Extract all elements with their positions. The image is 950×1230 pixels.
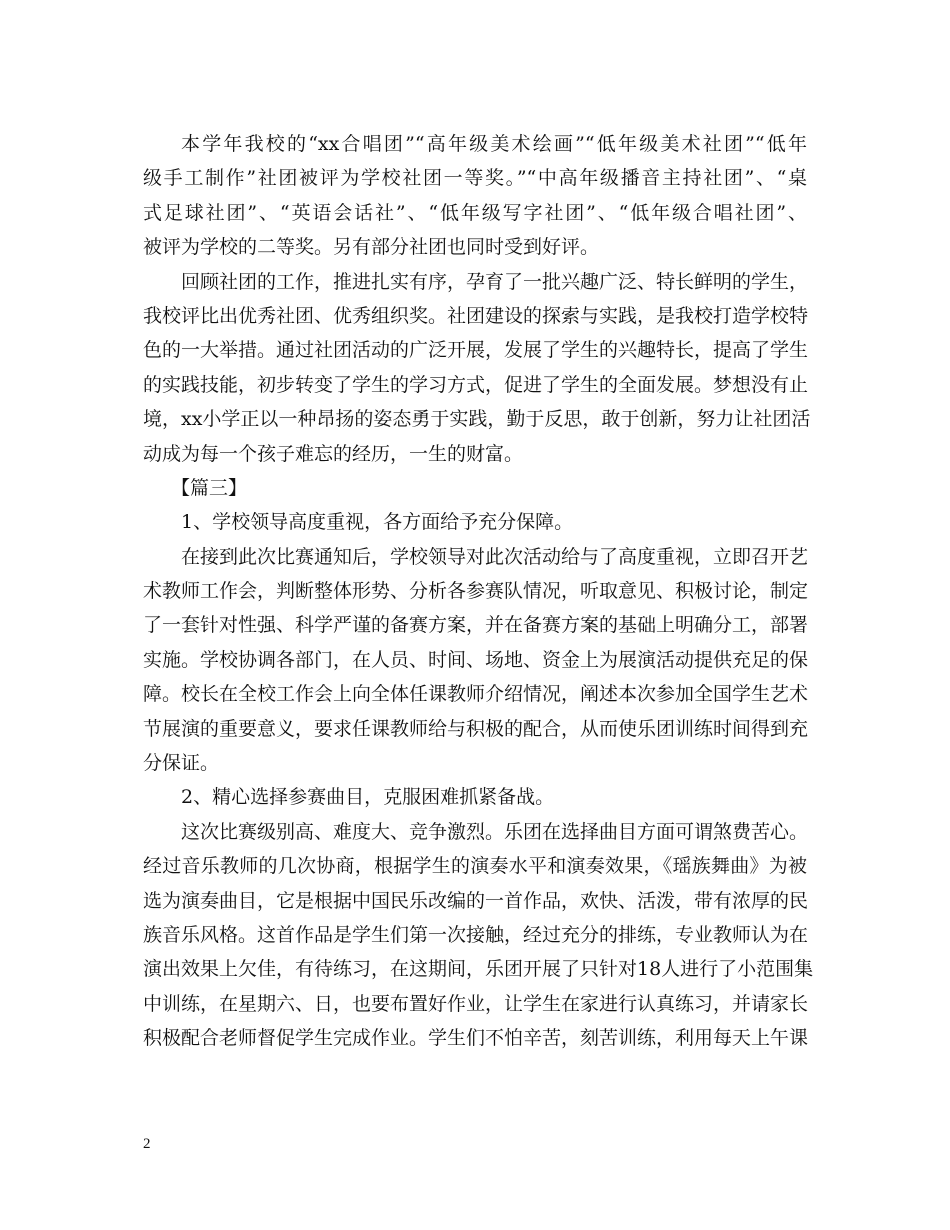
text-line: 术教师工作会，判断整体形势、分析各参赛队情况，听取意见、积极讨论，制定: [143, 580, 809, 603]
text-line: 障。校长在全校工作会上向全体任课教师介绍情况，阐述本次参加全国学生艺术: [143, 683, 809, 706]
text-line: 经过音乐教师的几次协商，根据学生的演奏水平和演奏效果，《瑶族舞曲》为被: [143, 855, 807, 878]
text-line: 这次比赛级别高、难度大、竞争激烈。乐团在选择曲目方面可谓煞费苦心。: [181, 820, 809, 843]
text-line: 族音乐风格。这首作品是学生们第一次接触，经过充分的排练，专业教师认为在: [143, 923, 809, 946]
text-line: 式足球社团”、“英语会话社”、“低年级写字社团”、“低年级合唱社团”、: [143, 201, 807, 224]
text-line: 动成为每一个孩子难忘的经历，一生的财富。: [143, 442, 524, 465]
text-line: 的实践技能，初步转变了学生的学习方式，促进了学生的全面发展。梦想没有止: [143, 373, 809, 396]
text-line: 回顾社团的工作，推进扎实有序，孕育了一批兴趣广泛、特长鲜明的学生，: [181, 270, 809, 293]
text-line: 境，xx小学正以一种昂扬的姿态勇于实践，勤于反思，敢于创新，努力让社团活: [143, 408, 811, 431]
page-number: 2: [143, 1136, 151, 1152]
text-line: 在接到此次比赛通知后，学校领导对此次活动给与了高度重视，立即召开艺: [181, 545, 809, 568]
text-line: 演出效果上欠佳，有待练习，在这期间，乐团开展了只针对18人进行了小范围集: [143, 958, 814, 981]
section-heading: 【篇三】: [171, 476, 248, 499]
text-line: 色的一大举措。通过社团活动的广泛开展，发展了学生的兴趣特长，提高了学生: [143, 339, 809, 362]
text-line: 1、学校领导高度重视，各方面给予充分保障。: [181, 511, 574, 534]
text-line: 积极配合老师督促学生完成作业。学生们不怕辛苦，刻苦训练，利用每天上午课: [143, 1027, 809, 1050]
text-line: 级手工制作”社团被评为学校社团一等奖。”“中高年级播音主持社团”、“桌: [143, 167, 807, 190]
text-line: 实施。学校协调各部门，在人员、时间、场地、资金上为展演活动提供充足的保: [143, 648, 809, 671]
text-line: 分保证。: [143, 752, 220, 775]
document-body: [143, 127, 814, 1056]
text-line: 中训练，在星期六、日，也要布置好作业，让学生在家进行认真练习，并请家长: [143, 992, 809, 1015]
text-line: 节展演的重要意义，要求任课教师给与积极的配合，从而使乐团训练时间得到充: [143, 717, 809, 740]
text-line: 被评为学校的二等奖。另有部分社团也同时受到好评。: [143, 236, 600, 259]
text-line: 本学年我校的“xx合唱团”“高年级美术绘画”“低年级美术社团”“低年: [181, 133, 807, 155]
text-line: 了一套针对性强、科学严谨的备赛方案，并在备赛方案的基础上明确分工，部署: [143, 614, 809, 637]
text-line: 我校评比出优秀社团、优秀组织奖。社团建设的探索与实践，是我校打造学校特: [143, 304, 809, 327]
text-line: 2、精心选择参赛曲目，克服困难抓紧备战。: [181, 786, 555, 809]
text-line: 选为演奏曲目，它是根据中国民乐改编的一首作品，欢快、活泼，带有浓厚的民: [143, 889, 809, 912]
